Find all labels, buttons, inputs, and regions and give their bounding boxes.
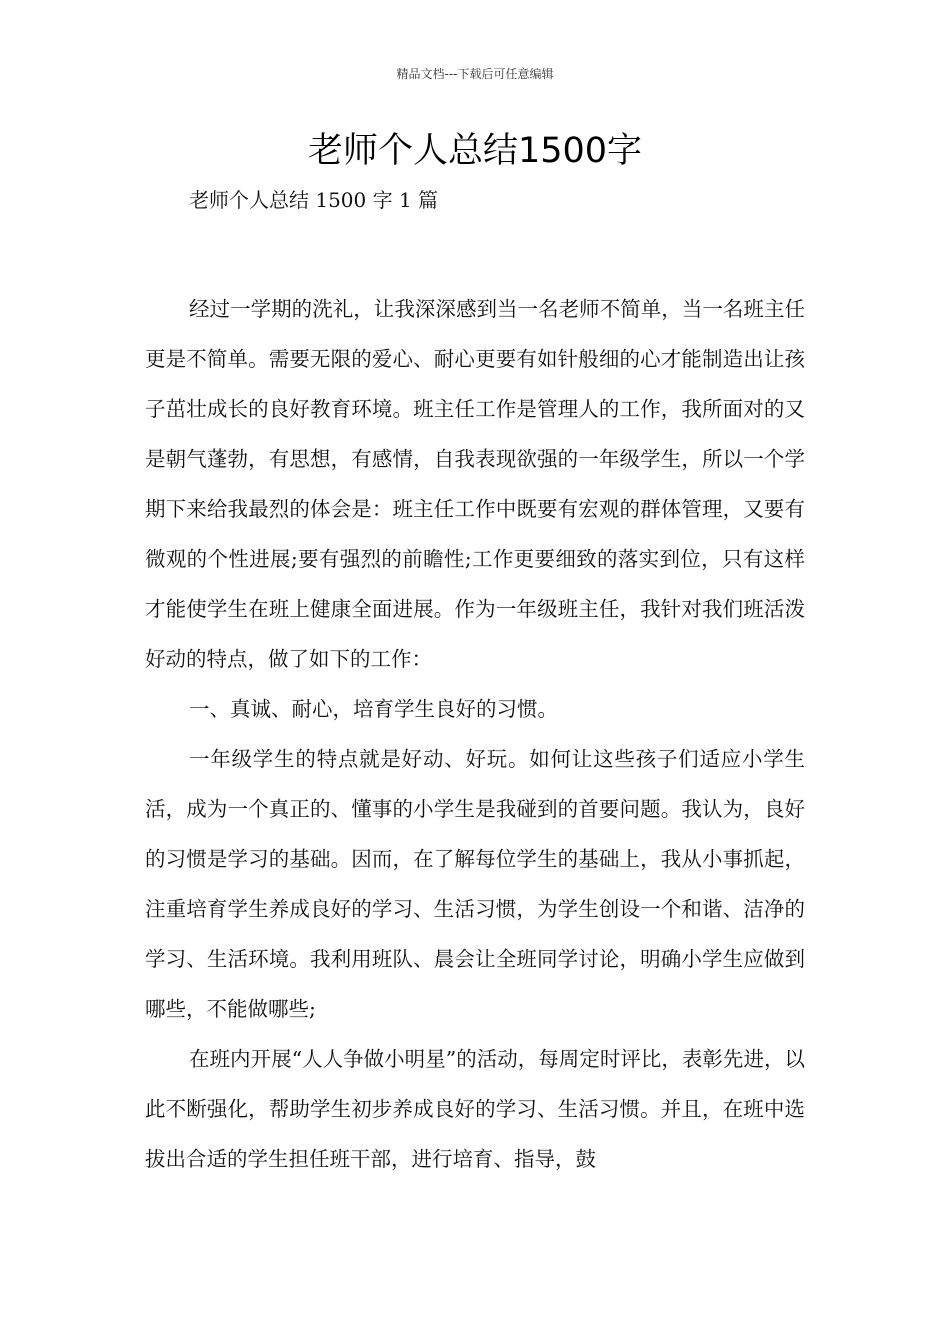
- document-title: 老师个人总结1500字: [307, 131, 643, 171]
- paragraph-1: 经过一学期的洗礼，让我深深感到当一名老师不简单，当一名班主任更是不简单。需要无限的爱心、耐心更要有如针般细的心才能制造出让孩子茁壮成长的良好教育环境。班主任工作是管理人的工作，我所面对的又是朝气蓬勃，有思想，有感情，自我表现欲强的一年级学生，所以一个学期下来给我最烈的体会是：班主任工作中既要有宏观的群体管理，又要有微观的个性进展;要有强烈的前瞻性;工作更要细致的落实到位，只有这样才能使学生在班上健康全面进展。作为一年级班主任，我针对我们班活泼好动的特点，做了如下的工作：: [145, 297, 805, 671]
- paragraph-4: 在班内开展“人人争做小明星”的活动，每周定时评比，表彰先进，以此不断强化，帮助学生初步养成良好的学习、生活习惯。并且，在班中选拔出合适的学生担任班干部，进行培育、指导，鼓: [145, 1047, 805, 1171]
- document-body: [145, 284, 805, 1184]
- header-note: 精品文档---下载后可任意编辑: [396, 67, 554, 81]
- paragraph-2: 一、真诚、耐心，培育学生良好的习惯。: [189, 697, 558, 721]
- document-subtitle: 老师个人总结 1500 字 1 篇: [189, 188, 439, 212]
- paragraph-3: 一年级学生的特点就是好动、好玩。如何让这些孩子们适应小学生活，成为一个真正的、懂事的小学生是我碰到的首要问题。我认为，良好的习惯是学习的基础。因而，在了解每位学生的基础上，我从小事抓起，注重培育学生养成良好的学习、生活习惯，为学生创设一个和谐、洁净的学习、生活环境。我利用班队、晨会让全班同学讨论，明确小学生应做到哪些，不能做哪些;: [145, 747, 805, 1021]
